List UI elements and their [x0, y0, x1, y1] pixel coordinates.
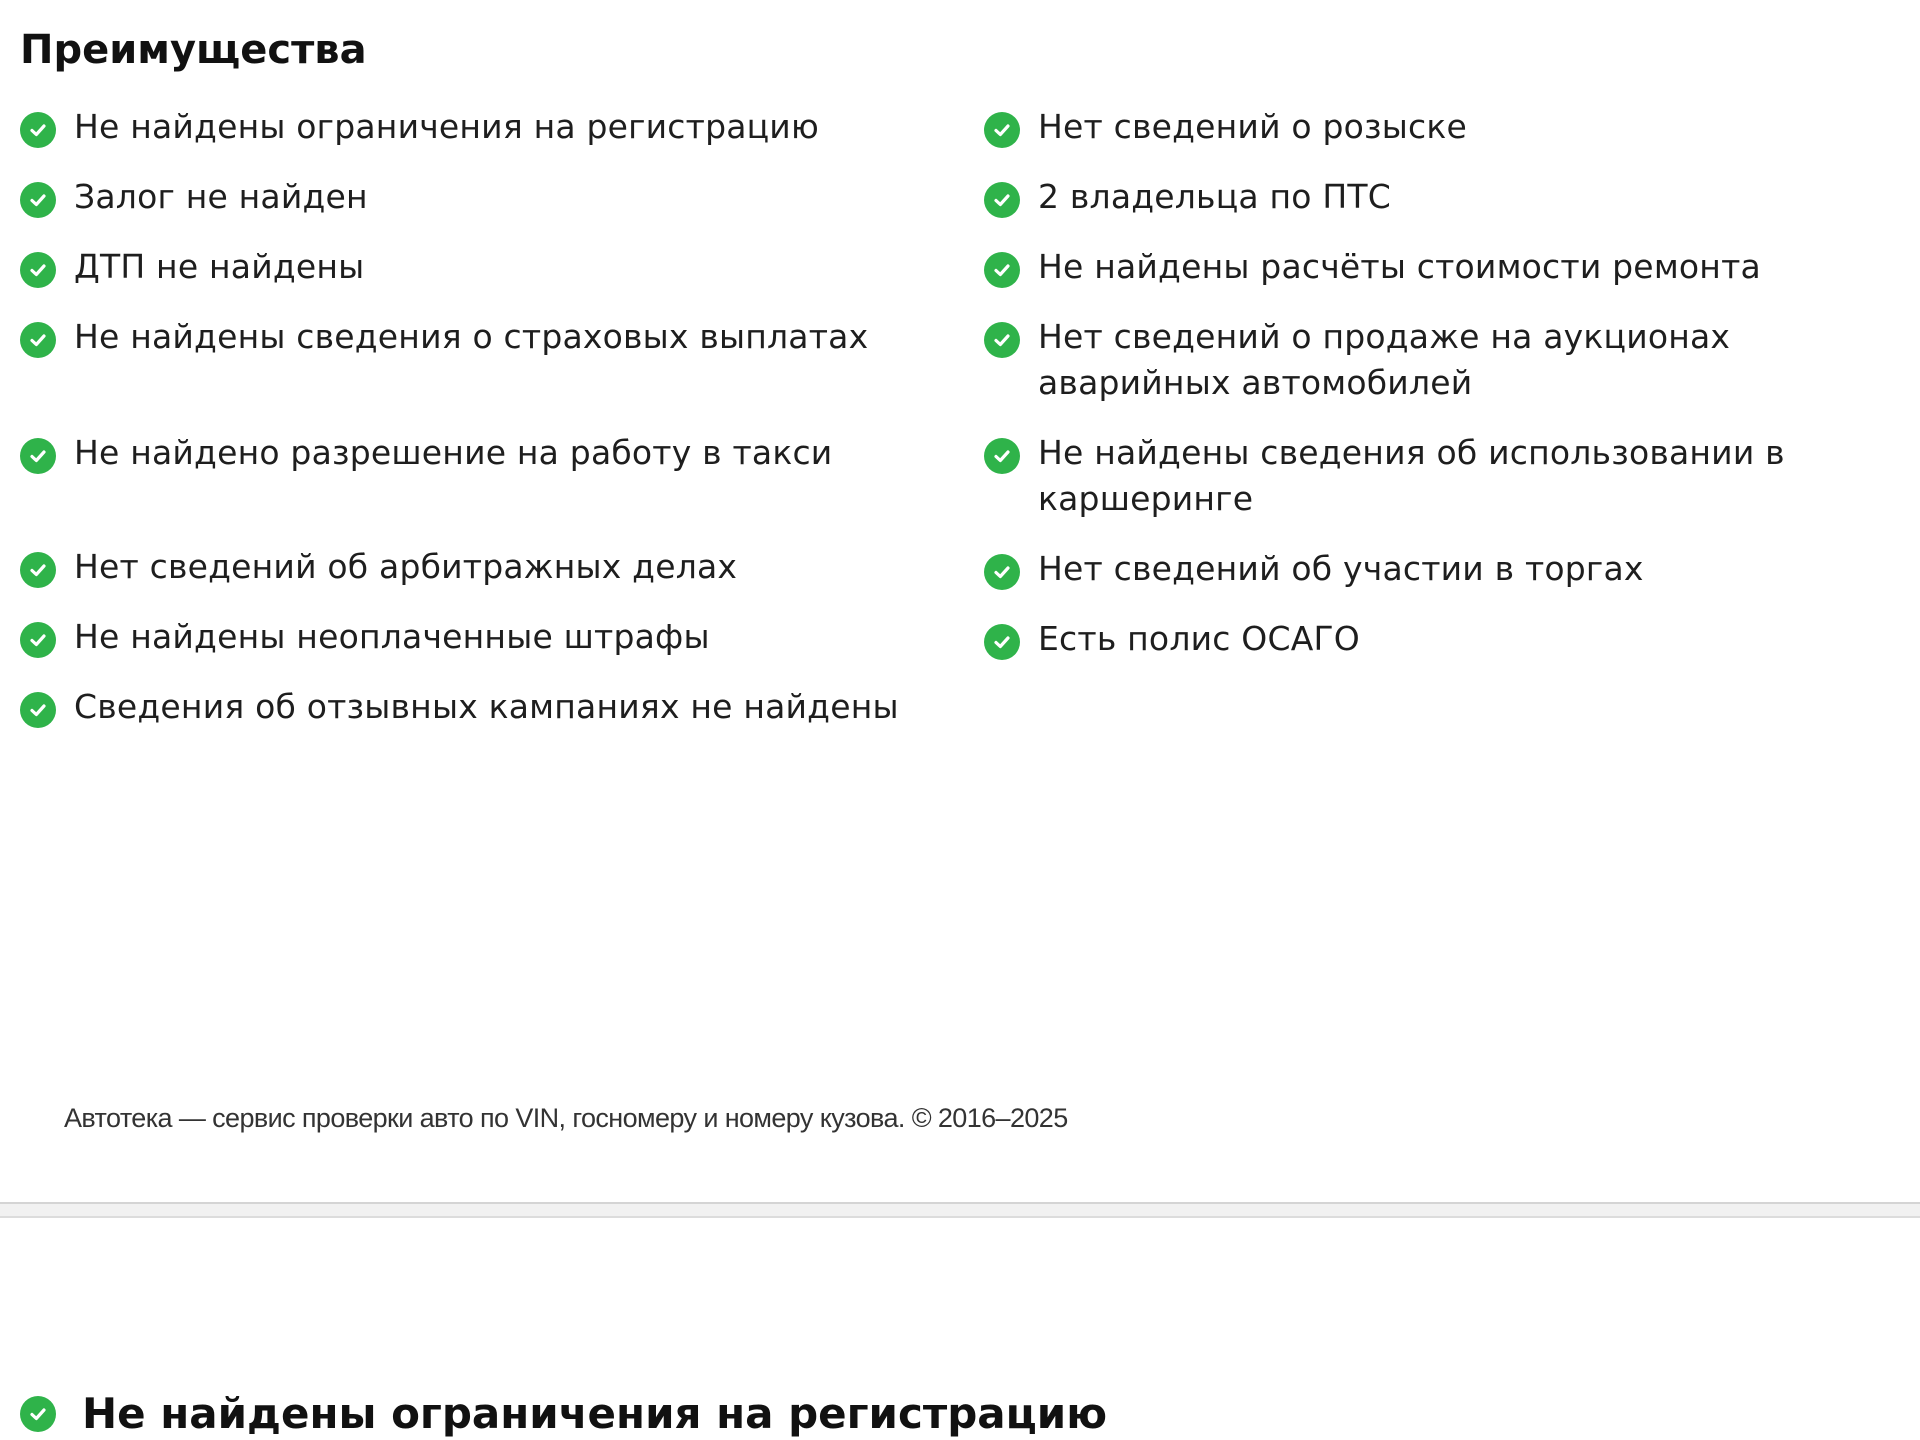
advantage-item	[984, 314, 1904, 406]
advantage-text: Нет сведений об арбитражных делах	[74, 547, 738, 586]
advantages-left-column	[20, 104, 960, 754]
advantage-item	[20, 684, 960, 730]
advantage-item	[20, 104, 960, 150]
check-circle-icon	[20, 112, 56, 148]
advantage-text: Не найдены сведения о страховых выплатах	[74, 317, 869, 356]
advantage-text: Есть полис ОСАГО	[1038, 619, 1360, 658]
check-circle-icon	[984, 438, 1020, 474]
check-circle-icon	[20, 622, 56, 658]
check-circle-icon	[20, 692, 56, 728]
advantages-title: Преимущества	[20, 27, 367, 73]
advantage-text: Нет сведений об участии в торгах	[1038, 549, 1644, 588]
advantage-item	[20, 314, 960, 406]
advantage-text: Нет сведений о продаже на аукционах аварийных автомобилей	[1038, 317, 1731, 402]
advantage-text: Сведения об отзывных кампаниях не найдены	[74, 687, 899, 726]
section-title: Не найдены ограничения на регистрацию	[82, 1389, 1108, 1438]
advantage-text: 2 владельца по ПТС	[1038, 177, 1391, 216]
advantage-item	[984, 174, 1904, 220]
check-circle-icon	[984, 112, 1020, 148]
check-circle-icon	[20, 1396, 56, 1432]
advantage-text: ДТП не найдены	[74, 247, 365, 286]
advantage-item	[20, 544, 960, 590]
check-circle-icon	[984, 554, 1020, 590]
page-divider	[0, 1202, 1920, 1218]
advantage-text: Не найдены неоплаченные штрафы	[74, 617, 710, 656]
advantage-item	[984, 616, 1904, 662]
advantage-text: Не найдены сведения об использовании в каршеринге	[1038, 433, 1785, 518]
check-circle-icon	[20, 552, 56, 588]
advantages-right-column	[984, 104, 1904, 686]
advantage-item	[20, 244, 960, 290]
advantage-item	[984, 430, 1904, 522]
advantage-text: Не найдено разрешение на работу в такси	[74, 433, 833, 472]
footer-copyright: Автотека — сервис проверки авто по VIN, госномеру и номеру кузова. © 2016–2025	[64, 1103, 1068, 1133]
check-circle-icon	[984, 252, 1020, 288]
check-circle-icon	[984, 322, 1020, 358]
advantage-text: Залог не найден	[74, 177, 368, 216]
advantage-item	[984, 546, 1904, 592]
advantage-item	[20, 430, 960, 520]
check-circle-icon	[984, 182, 1020, 218]
check-circle-icon	[984, 624, 1020, 660]
advantage-text: Нет сведений о розыске	[1038, 107, 1468, 146]
advantage-text: Не найдены расчёты стоимости ремонта	[1038, 247, 1761, 286]
advantage-item	[984, 244, 1904, 290]
section-heading	[20, 1386, 1107, 1440]
advantage-item	[984, 104, 1904, 150]
advantage-item	[20, 174, 960, 220]
check-circle-icon	[20, 182, 56, 218]
check-circle-icon	[20, 322, 56, 358]
check-circle-icon	[20, 252, 56, 288]
advantage-text: Не найдены ограничения на регистрацию	[74, 107, 819, 146]
advantage-item	[20, 614, 960, 660]
check-circle-icon	[20, 438, 56, 474]
